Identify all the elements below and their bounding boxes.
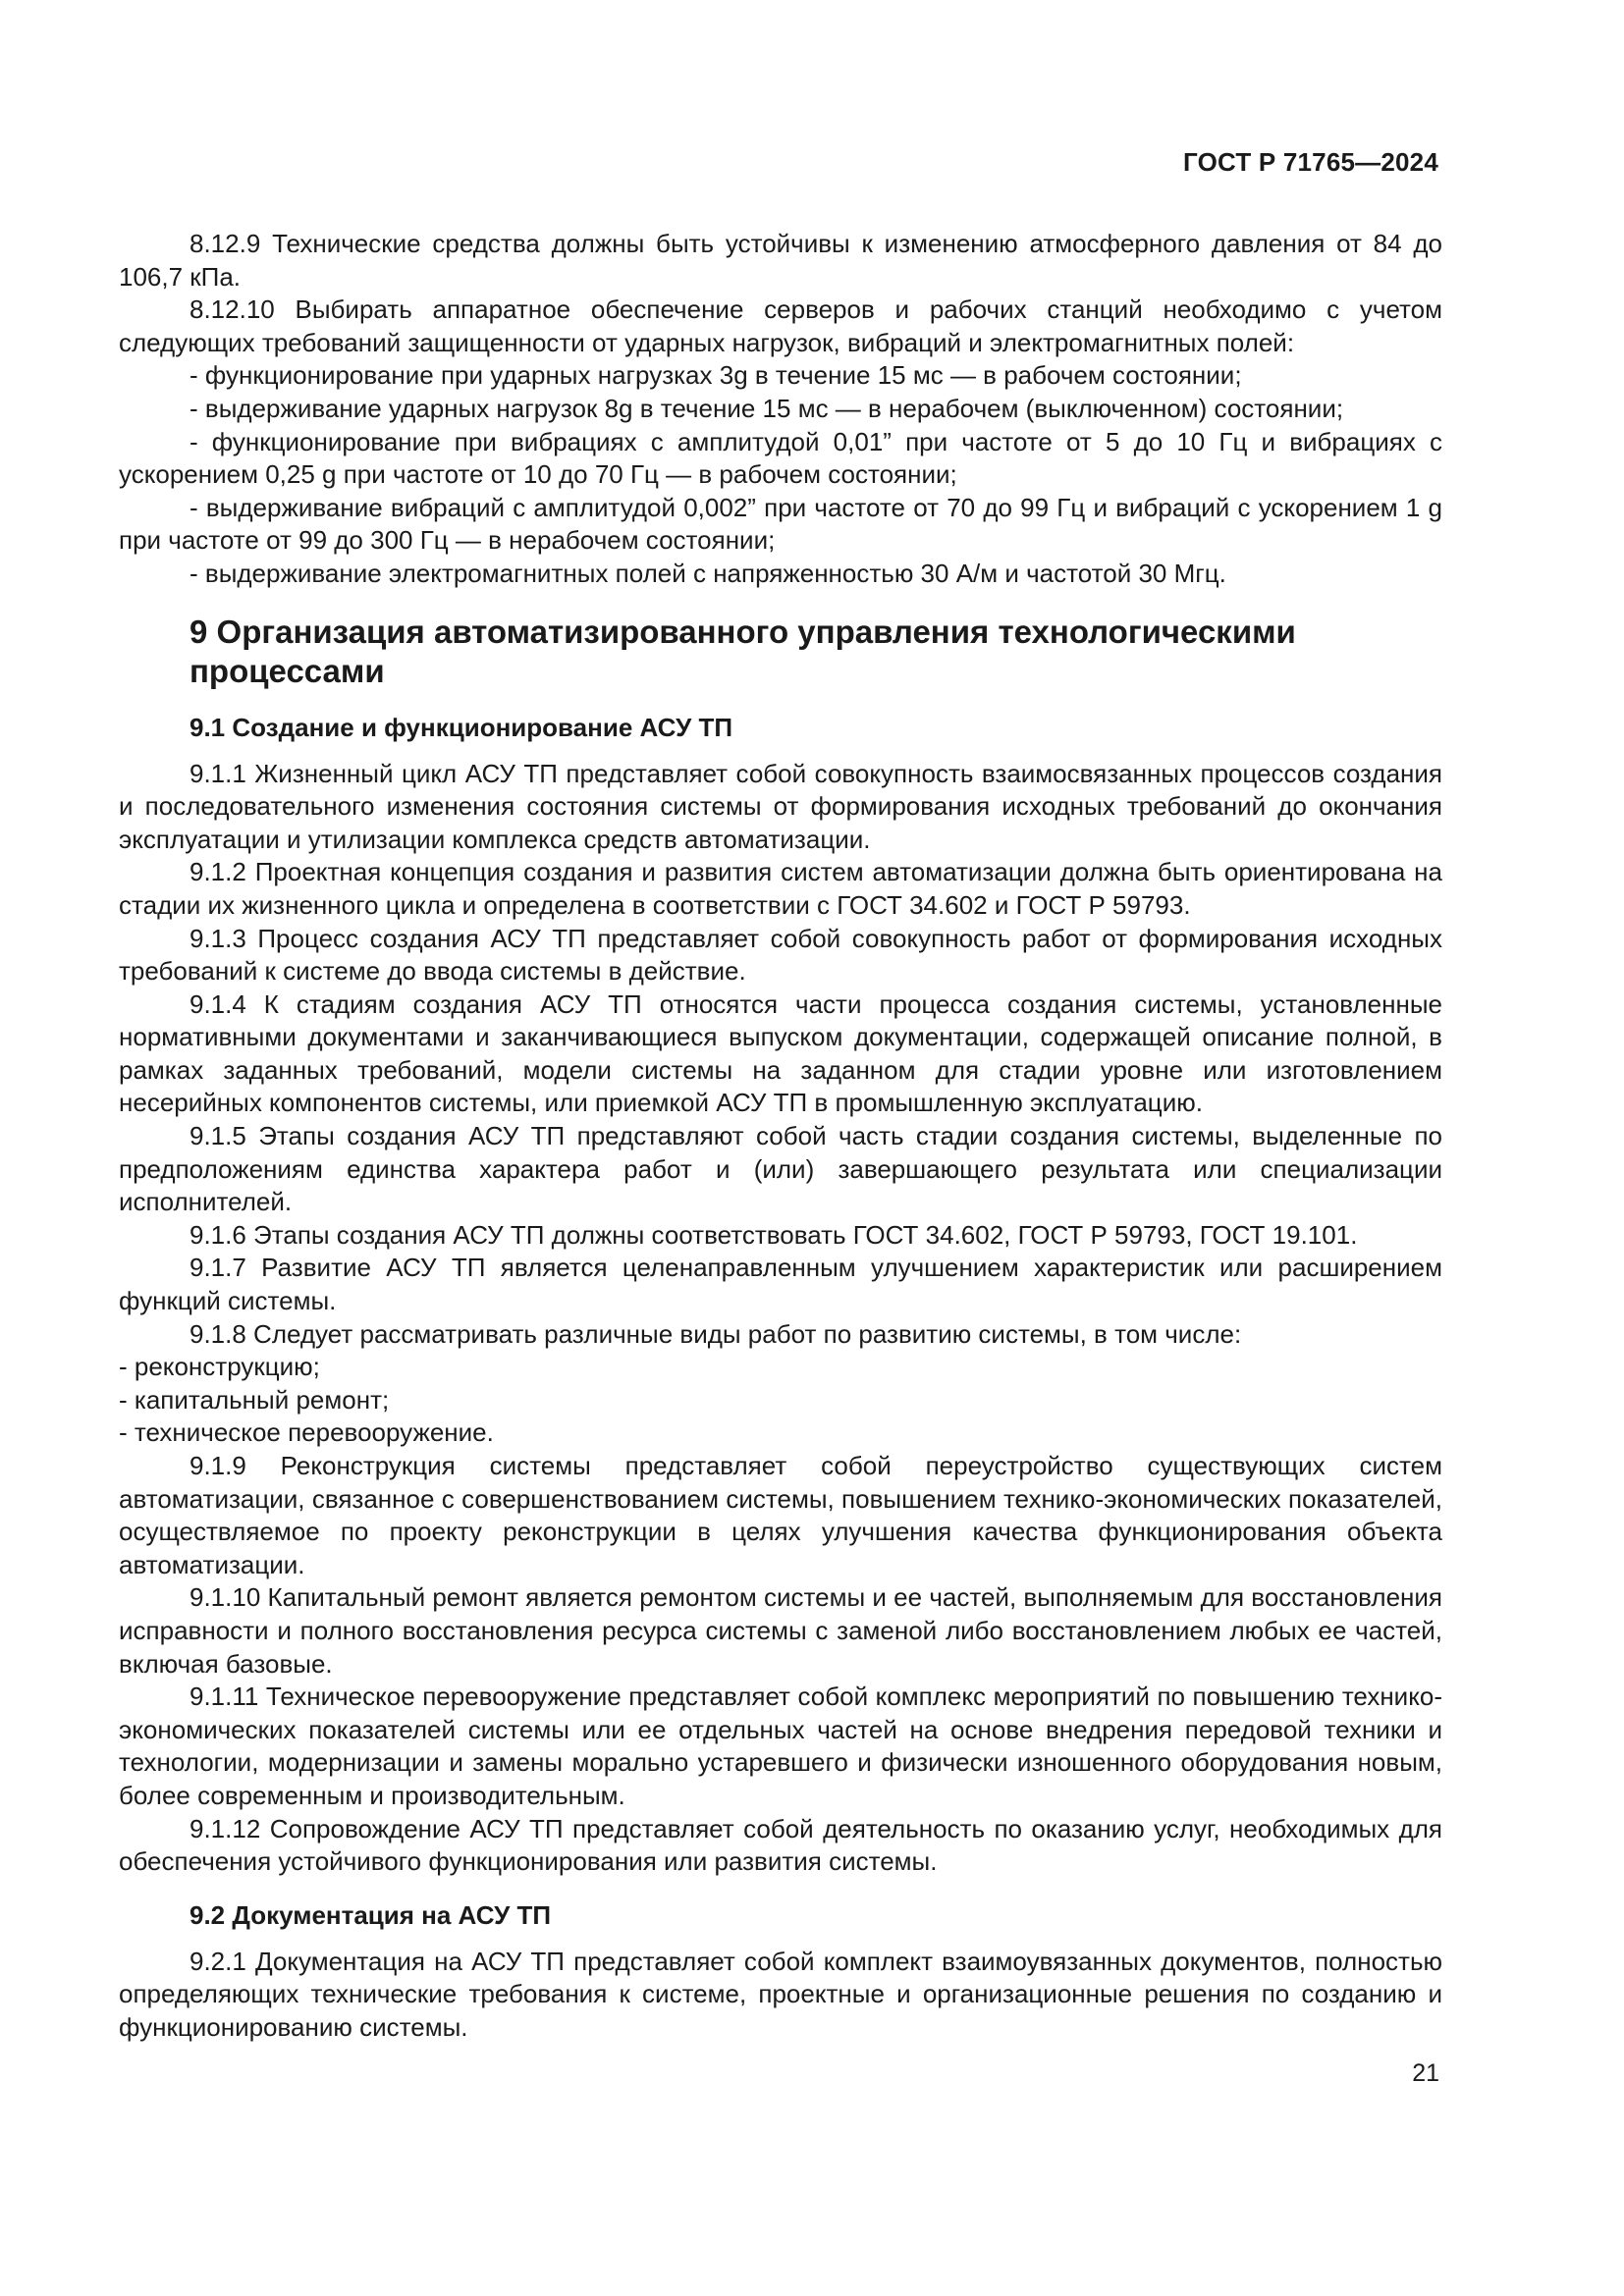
paragraph-9-1-4: 9.1.4 К стадиям создания АСУ ТП относятся части процесса создания системы, установленные нормативными документами и заканчивающиеся выпуском документации, содержащей описание полной, в рамках заданных требований, модели системы на заданном для стадии уровне или изготовлением несерийных компонентов системы, или приемкой АСУ ТП в промышленную эксплуатацию.	[119, 988, 1442, 1118]
paragraph-9-2-1: 9.2.1 Документация на АСУ ТП представляет собой комплект взаимоувязанных документов, полностью определяющих технические требования к системе, проектные и организационные решения по созданию и функционированию системы.	[119, 1946, 1442, 2042]
paragraph-9-1-12: 9.1.12 Сопровождение АСУ ТП представляет собой деятельность по оказанию услуг, необходимых для обеспечения устойчивого функционирования или развития системы.	[119, 1813, 1442, 1877]
page-number: 21	[1412, 2059, 1439, 2087]
paragraph-9-1-11: 9.1.11 Техническое перевооружение представляет собой комплекс мероприятий по повышению технико-экономических показателей системы или ее отдельных частей на основе внедрения передовой техники и технологии, модернизации и замены морально устаревшего и физически изношенного оборудования новым, более современным и производительным.	[119, 1682, 1442, 1810]
standard-header: ГОСТ Р 71765—2024	[1183, 147, 1438, 177]
page-content	[119, 228, 1442, 2045]
paragraph-9-1-8: 9.1.8 Следует рассматривать различные виды работ по развитию системы, в том числе:	[189, 1318, 1242, 1349]
paragraph-9-1-3: 9.1.3 Процесс создания АСУ ТП представляет собой совокупность работ от формирования исходных требований к системе до ввода системы в действие.	[119, 923, 1442, 987]
list-item: - функционирование при ударных нагрузках 3g в течение 15 мс — в рабочем состоянии;	[189, 360, 1242, 391]
list-item: - капитальный ремонт;	[119, 1384, 390, 1415]
paragraph-9-1-1: 9.1.1 Жизненный цикл АСУ ТП представляет собой совокупность взаимосвязанных процессов создания и последовательного изменения состояния системы от формирования исходных требований до окончания эксплуатации и утилизации комплекса средств автоматизации.	[119, 758, 1442, 854]
paragraph-8-12-9: 8.12.9 Технические средства должны быть устойчивы к изменению атмосферного давления от 84 до 106,7 кПа.	[119, 229, 1442, 292]
list-item: - выдерживание вибраций с амплитудой 0,002” при частоте от 70 до 99 Гц и вибраций с ускорением 1 g при частоте от 99 до 300 Гц — в нерабочем состоянии;	[119, 492, 1442, 556]
paragraph-9-1-2: 9.1.2 Проектная концепция создания и развития систем автоматизации должна быть ориентирована на стадии их жизненного цикла и определена в соответствии с ГОСТ 34.602 и ГОСТ Р 59793.	[119, 857, 1442, 920]
paragraph-9-1-5: 9.1.5 Этапы создания АСУ ТП представляют собой часть стадии создания системы, выделенные по предположениям единства характера работ и (или) завершающего результата или специализации исполнителей.	[119, 1121, 1442, 1217]
list-item: - выдерживание электромагнитных полей с напряженностью 30 А/м и частотой 30 Мгц.	[189, 558, 1226, 588]
subsection-9-2-title: 9.2 Документация на АСУ ТП	[189, 1899, 552, 1930]
paragraph-9-1-7: 9.1.7 Развитие АСУ ТП является целенаправленным улучшением характеристик или расширением функций системы.	[119, 1253, 1442, 1316]
paragraph-9-1-10: 9.1.10 Капитальный ремонт является ремонтом системы и ее частей, выполняемым для восстановления исправности и полного восстановления ресурса системы с заменой либо восстановлением любых ее частей, включая базовые.	[119, 1582, 1442, 1679]
paragraph-9-1-6: 9.1.6 Этапы создания АСУ ТП должны соответствовать ГОСТ 34.602, ГОСТ Р 59793, ГОСТ 19.101.	[189, 1219, 1358, 1250]
list-item: - техническое перевооружение.	[119, 1417, 494, 1448]
list-item: - функционирование при вибрациях с амплитудой 0,01” при частоте от 5 до 10 Гц и вибрациях с ускорением 0,25 g при частоте от 10 до 70 Гц — в рабочем состоянии;	[119, 426, 1442, 490]
subsection-9-1-title: 9.1 Создание и функционирование АСУ ТП	[189, 712, 733, 742]
paragraph-9-1-9: 9.1.9 Реконструкция системы представляет собой переустройство существующих систем автоматизации, связанное с совершенствованием системы, повышением технико-экономических показателей, осуществляемое по проекту реконструкции в целях улучшения качества функционирования объекта автоматизации.	[119, 1451, 1442, 1579]
list-item: - реконструкцию;	[119, 1352, 320, 1382]
list-item: - выдерживание ударных нагрузок 8g в течение 15 мс — в нерабочем (выключенном) состоянии;	[189, 393, 1344, 423]
paragraph-8-12-10: 8.12.10 Выбирать аппаратное обеспечение серверов и рабочих станций необходимо с учетом следующих требований защищенности от ударных нагрузок, вибраций и электромагнитных полей:	[119, 294, 1442, 357]
section-9-title: 9 Организация автоматизированного управления технологическими процессами	[189, 613, 1296, 689]
